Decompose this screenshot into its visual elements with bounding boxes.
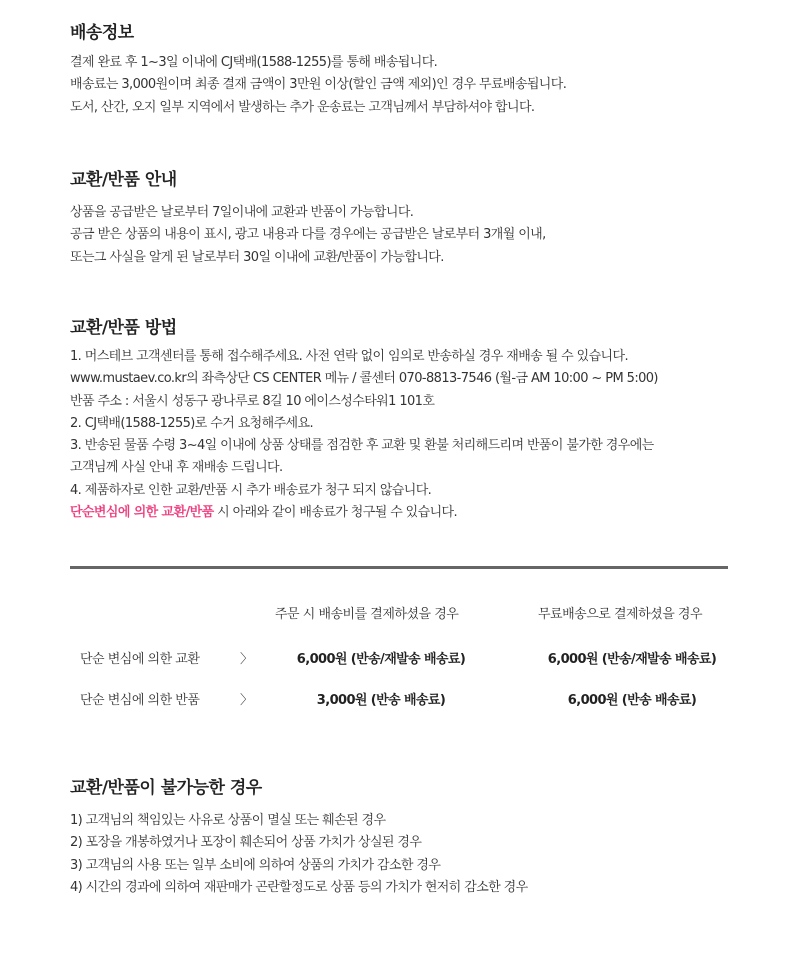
highlight-change-of-mind: 단순변심에 의한 교환/반품 xyxy=(70,505,214,521)
fee-notice-line xyxy=(70,502,658,524)
not-allowed-line: 2) 포장을 개봉하였거나 포장이 훼손되어 상품 가치가 상실된 경우 xyxy=(70,835,422,851)
exchange-method-text xyxy=(70,346,658,524)
shipping-section-title: 배송정보 xyxy=(70,23,134,43)
exchange-method-line: 반품 주소 : 서울시 성동구 광나루로 8길 10 에이스성수타워1 101호 xyxy=(70,393,435,409)
exchange-method-line: 고객님께 사실 안내 후 재배송 드립니다. xyxy=(70,460,283,476)
exchange-method-title: 교환/반품 방법 xyxy=(70,318,177,338)
exchange-method-line: 2. CJ택배(1588-1255)로 수거 요청해주세요. xyxy=(70,415,313,431)
exchange-guide-line: 공금 받은 상품의 내용이 표시, 광고 내용과 다를 경우에는 공급받은 날로부터 3개월 이내, xyxy=(70,227,546,243)
fee-row-label: 단순 변심에 의한 교환 xyxy=(80,652,200,667)
fee-free-value: 6,000원 (반송/재발송 배송료) xyxy=(547,652,717,667)
exchange-guide-title: 교환/반품 안내 xyxy=(70,170,177,190)
fee-paid-value: 3,000원 (반송 배송료) xyxy=(316,693,446,708)
fee-free-value: 6,000원 (반송 배송료) xyxy=(567,693,697,708)
exchange-method-line: www.mustaev.co.kr의 좌측상단 CS CENTER 메뉴 / 콜센터 070-8813-7546 (월-금 AM 10:00 ~ PM 5:00) xyxy=(70,371,658,387)
chevron-right-icon: 〉 xyxy=(240,693,254,708)
fee-row-exchange xyxy=(0,648,800,672)
shipping-line: 결제 완료 후 1~3일 이내에 CJ택배(1588-1255)를 통해 배송됩니다. xyxy=(70,55,438,70)
not-allowed-line: 1) 고객님의 책임있는 사유로 상품이 멸실 또는 훼손된 경우 xyxy=(70,813,386,828)
section-divider xyxy=(70,566,728,569)
fee-row-label: 단순 변심에 의한 반품 xyxy=(80,693,200,708)
exchange-method-line: 4. 제품하자로 인한 교환/반품 시 추가 배송료가 청구 되지 않습니다. xyxy=(70,482,432,498)
not-allowed-title: 교환/반품이 불가능한 경우 xyxy=(70,778,262,798)
not-allowed-line: 3) 고객님의 사용 또는 일부 소비에 의하여 상품의 가치가 감소한 경우 xyxy=(70,857,441,873)
not-allowed-text xyxy=(70,810,528,899)
fee-col-paid-header: 주문 시 배송비를 결제하셨을 경우 xyxy=(275,607,459,622)
fee-notice-suffix: 시 아래와 같이 배송료가 청구될 수 있습니다. xyxy=(213,505,458,521)
shipping-text xyxy=(70,52,566,119)
chevron-right-icon: 〉 xyxy=(240,652,254,667)
exchange-guide-line: 또는그 사실을 알게 된 날로부터 30일 이내에 교환/반품이 가능합니다. xyxy=(70,249,444,265)
exchange-method-line: 1. 머스테브 고객센터를 통해 접수해주세요. 사전 연락 없이 임의로 반송하실 경우 재배송 될 수 있습니다. xyxy=(70,349,628,364)
fee-col-free-header: 무료배송으로 결제하셨을 경우 xyxy=(538,607,703,622)
fee-row-return xyxy=(0,689,800,713)
exchange-guide-text xyxy=(70,202,546,269)
exchange-guide-line: 상품을 공급받은 날로부터 7일이내에 교환과 반품이 가능합니다. xyxy=(70,205,414,220)
shipping-line: 배송료는 3,000원이며 최종 결재 금액이 3만원 이상(할인 금액 제외)인 경우 무료배송됩니다. xyxy=(70,77,567,93)
fee-paid-value: 6,000원 (반송/재발송 배송료) xyxy=(296,652,466,667)
not-allowed-line: 4) 시간의 경과에 의하여 재판매가 곤란할정도로 상품 등의 가치가 현저히 감소한 경우 xyxy=(70,879,528,895)
shipping-line: 도서, 산간, 오지 일부 지역에서 발생하는 추가 운송료는 고객님께서 부담하셔야 합니다. xyxy=(70,99,535,115)
exchange-method-line: 3. 반송된 물품 수령 3~4일 이내에 상품 상태를 점검한 후 교환 및 환불 처리해드리며 반품이 불가한 경우에는 xyxy=(70,438,654,454)
